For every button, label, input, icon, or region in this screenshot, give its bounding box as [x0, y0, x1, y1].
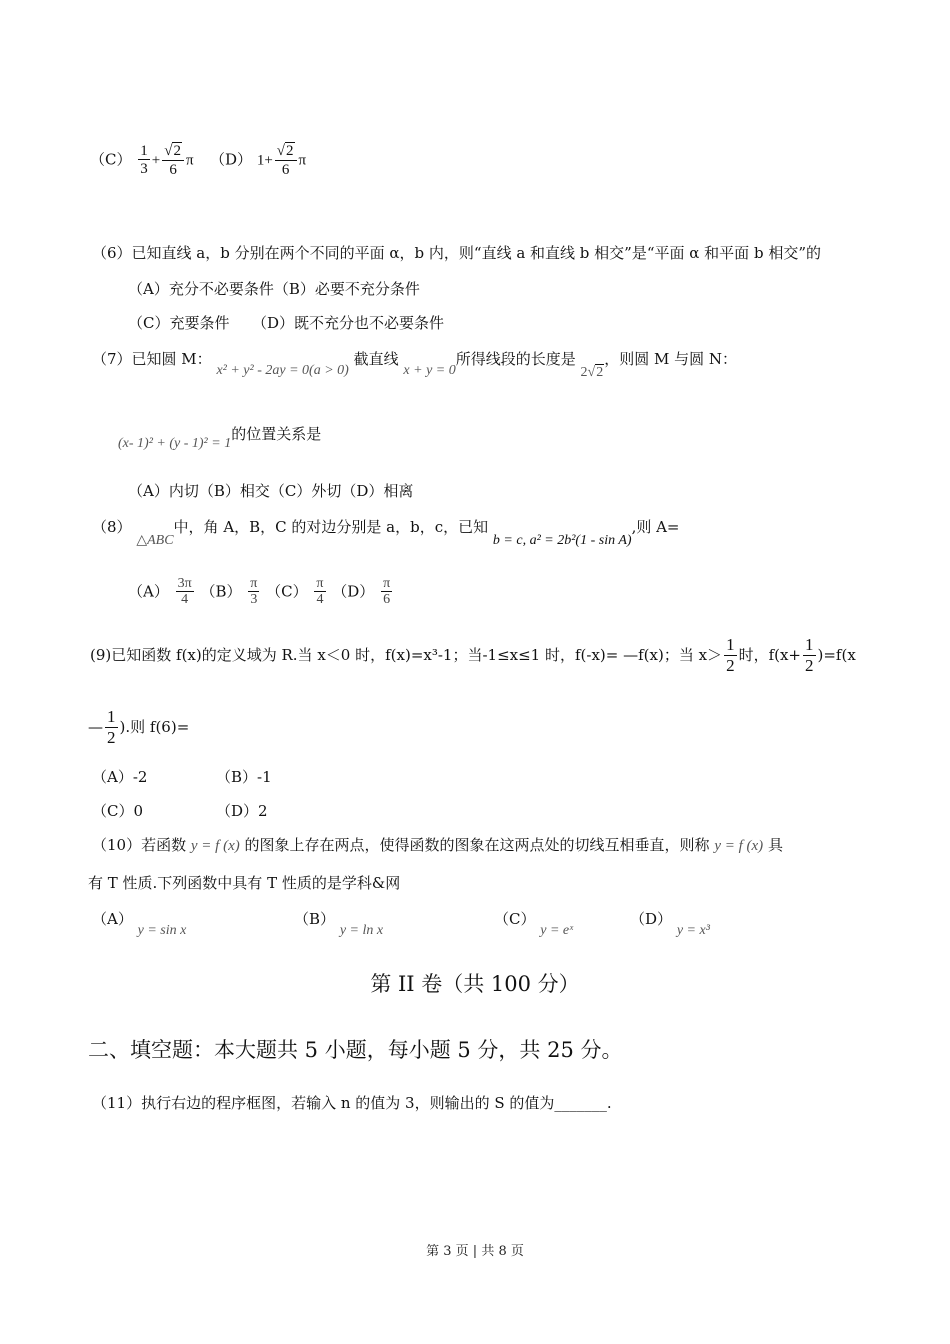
q10-option-a: （A） y = sin x [92, 910, 187, 938]
page-footer: 第 3 页 | 共 8 页 [426, 1244, 524, 1259]
part2-title: 第 II 卷（共 100 分） [370, 972, 580, 996]
q7-stem: （7）已知圆 M： x² + y² - 2ay = 0(a > 0) 截直线 x + y = 0所得线段的长度是 2√ 2 ，则圆 M 与圆 N： [92, 350, 738, 380]
section2-heading: 二、填空题：本大题共 5 小题，每小题 5 分，共 25 分。 [88, 1038, 623, 1062]
q5-option-c: （C） $\frac{1}{3}$ + √ 2 6 π [90, 142, 194, 178]
q6-options-ab: （A）充分不必要条件（B）必要不充分条件 [128, 280, 420, 298]
q10-option-c: （C） y = eˣ [494, 910, 574, 938]
q9-option-d: （D）2 [216, 802, 268, 820]
q10-stem: （10）若函数 y = f (x) 的图象上存在两点，使得函数的图象在这两点处的切线互相垂直，则称 y = f (x) 具 [92, 836, 783, 854]
q7-options: （A）内切（B）相交（C）外切（D）相离 [128, 482, 414, 500]
q10-stem-line2: 有 T 性质.下列函数中具有 T 性质的是学科&网 [88, 874, 401, 892]
q10-option-b: （B） y = ln x [294, 910, 384, 938]
q9-option-b: （B）-1 [216, 768, 272, 786]
q10-option-d: （D） y = x³ [630, 910, 710, 938]
q9-option-c: （C）0 [92, 802, 144, 820]
q7-circle-n: (x- 1)² + (y - 1)² = 1的位置关系是 [118, 425, 322, 451]
q9-option-a: （A）-2 [92, 768, 148, 786]
q9-stem: (9)已知函数 f(x)的定义域为 R.当 x＜0 时，f(x)=x³-1；当-1≤x≤1 时，f(-x)= —f(x)；当 x＞ $\frac{1}{2}$ 时，f(x+ $\frac{1}{2}$ )=f(x [90, 635, 856, 675]
q6-options-cd: （C）充要条件 （D）既不充分也不必要条件 [128, 314, 445, 332]
q9-stem-cont: — $\frac{1}{2}$ ).则 f(6)= [88, 707, 190, 747]
q8-options: （A） $\frac{3\pi}{4}$ （B） $\frac{\pi}{3}$ （C） $\frac{\pi}{4}$ （D） $\frac{\pi}{6}$ [128, 576, 391, 608]
q6-stem: （6）已知直线 a，b 分别在两个不同的平面 α，b 内，则“直线 a 和直线 b 相交”是“平面 α 和平面 b 相交”的 [92, 244, 821, 262]
q8-stem: （8） △ABC中，角 A，B，C 的对边分别是 a，b，c，已知 b = c, a² = 2b²(1 - sin A),则 A= [92, 518, 680, 548]
q5-option-d: （D） 1+ √ 2 6 π [210, 143, 307, 178]
q11-stem: （11）执行右边的程序框图，若输入 n 的值为 3，则输出的 S 的值为_______. [92, 1094, 612, 1112]
